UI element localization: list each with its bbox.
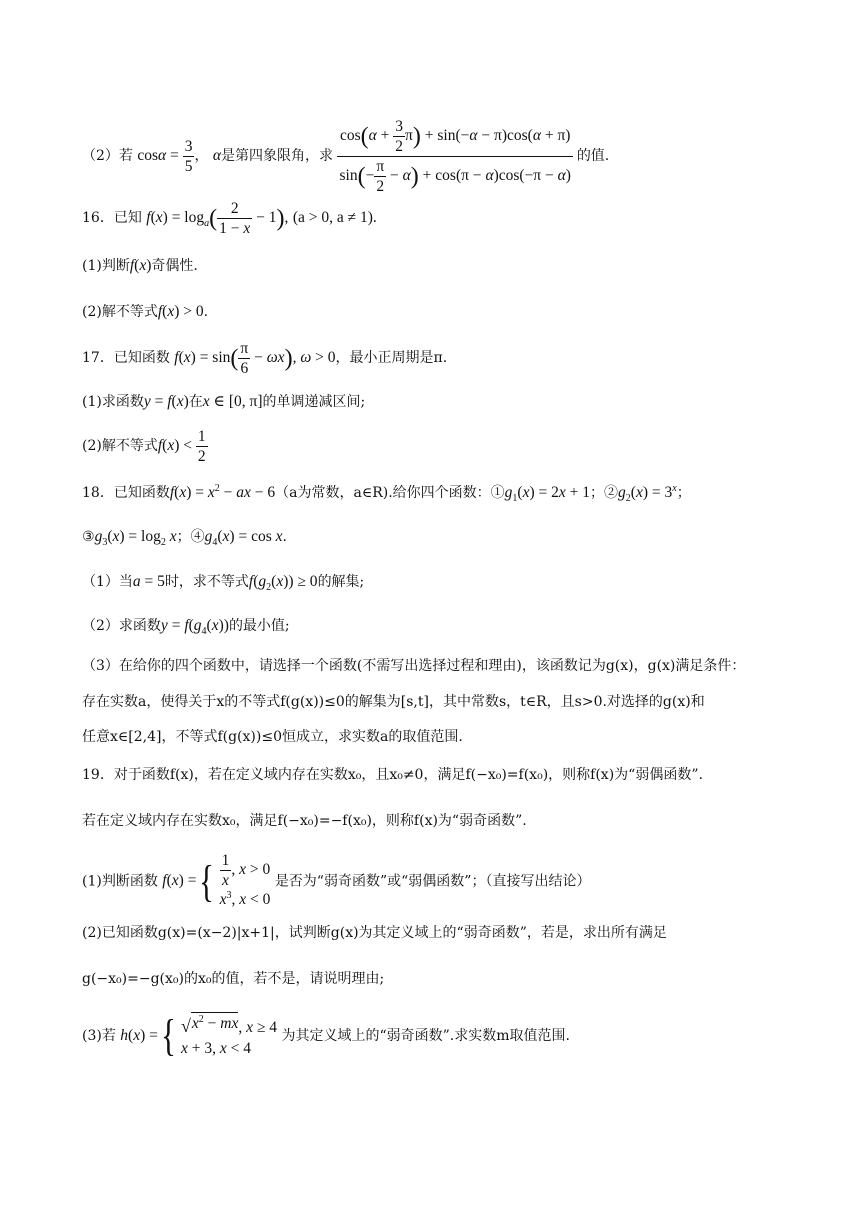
q16-function: $f(x) = \log_a$( $\frac{2}{1 - x}$ − 1), [146, 200, 289, 238]
q16-condition: (a > 0, a ≠ 1). [292, 209, 377, 227]
q16-part2: (2)解不等式f(x) > 0. [82, 303, 209, 320]
q18-part2: （2）求函数$y = f(g_4(x))$的最小值; [82, 617, 290, 638]
q18-part3-line3: 任意x∈[2,4]，不等式f(g(x))≤0恒成立，求实数a的取值范围. [82, 729, 463, 745]
q19-line1: 19．对于函数f(x)，若在定义域内存在实数x₀，且x₀≠0，满足f(−x₀)=f(x₀)，则称f(x)为“弱偶函数”. [82, 767, 703, 783]
piecewise-f: f ( x ) = { $\frac{1}{x}$ , x > 0 $x^3$, x < 0 [162, 852, 271, 909]
q19-line2: 若在定义域内存在实数x₀，满足f(−x₀)=−f(x₀)，则称f(x)为“弱奇函数”. [82, 813, 527, 829]
q19-part1: (1)判断函数 f ( x ) = { $\frac{1}{x}$ , x > 0 $x^3$, x < 0 是否为“弱奇函数”或“弱偶函数”；（直接写出结论） [82, 852, 590, 911]
q16-statement [82, 200, 377, 237]
q15-part2-suffix: 的值. [576, 148, 610, 165]
q17-number: 17．已知函数 [82, 350, 170, 367]
q17-part1: (1)求函数y = f(x)在x ∈ [0, π]的单调递减区间; [82, 393, 366, 410]
q16-part1: (1)判断f(x)奇偶性. [82, 257, 198, 274]
q19-part2-line1: (2)已知函数g(x)=(x−2)|x+1|，试判断g(x)为其定义域上的“弱奇函数”，若是，求出所有满足 [82, 925, 667, 941]
q17-function: f(x) = sin( $\frac{\pi}{6}$ − ωx), ω > 0 [174, 340, 336, 378]
q18-part1: （1）当a = 5时，求不等式$f(g_2(x)) \ge 0$的解集; [82, 573, 365, 594]
q16-number: 16．已知 [82, 210, 142, 227]
q18-functions-line2: $③g_3(x) = \log_2 x$；$④g_4(x) = \cos x$. [82, 528, 287, 549]
trig-expression: cos(α + $\frac{3}{2}$ π) + sin(−α − π)cos(α + π) sin(− $\frac{\pi}{2}$ − α) + cos(π − α)cos(−π − α) [339, 118, 571, 196]
q19-part3: (3)若 h ( x ) = { √ $x^2$ − mx , x ≥ 4 x + 3, x < 4 为其定义域上的“弱奇函数”.求实数m取值范围. [82, 1010, 570, 1060]
q18-part3-line2: 存在实数a，使得关于x的不等式f(g(x))≤0的解集为[s,t]，其中常数s，t∈R，且s>0.对选择的g(x)和 [82, 694, 705, 710]
q19-part2-line2: g(−x₀)=−g(x₀)的x₀的值，若不是，请说明理由; [82, 971, 385, 987]
piecewise-h: h ( x ) = { √ $x^2$ − mx , x ≥ 4 x + 3, x < 4 [120, 1010, 278, 1060]
cos-alpha-formula: cosα = $\frac{3}{5}$ [137, 138, 193, 176]
q18-part3-line1: （3）在给你的四个函数中，请选择一个函数(不需写出选择过程和理由)，该函数记为g(x)，g(x)满足条件： [82, 658, 746, 674]
q17-part2: (2)解不等式f(x) < $\frac{1}{2}$ [82, 428, 206, 466]
q18-number: 18．已知函数 [82, 485, 170, 502]
q18-statement: 18．已知函数$f(x) = x^2$ − ax − 6（a为常数，a∈R).给你四个函数：$①g_1(x) = 2x + 1$；$②g_2(x) = 3^x$； [82, 483, 691, 505]
q15-part2-condition: 是第四象限角，求 [221, 148, 334, 165]
q15-part2-prefix: （2）若 [82, 148, 133, 165]
q15-part2: （2）若 cosα = $\frac{3}{5}$ ， α是第四象限角，求 cos(α + $\frac{3}{2}$ π) + sin(−α − π)cos(α + π) sin(− $\frac{\pi}{2}$ − α) + cos(π − α)cos(−π − α) 的值. [82, 118, 610, 196]
q17-statement: 17．已知函数 f(x) = sin( $\frac{\pi}{6}$ − ωx), ω > 0，最小正周期是π. [82, 340, 448, 378]
